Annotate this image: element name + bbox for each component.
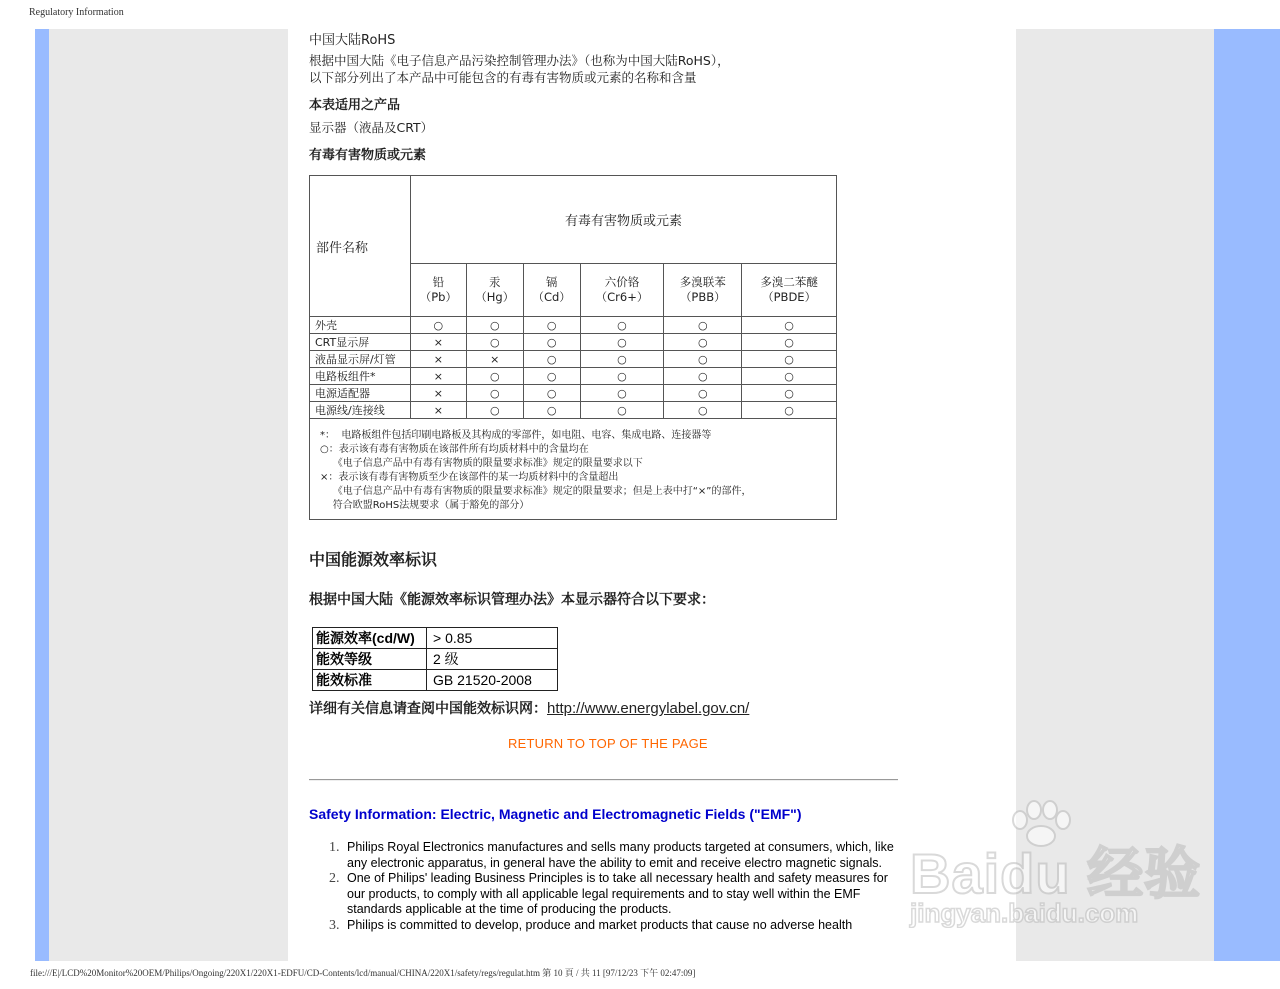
baidu-watermark [910, 800, 1210, 940]
substance-value-cell: ○ [523, 334, 580, 351]
substance-value-cell: ○ [523, 368, 580, 385]
part-name-cell: 液晶显示屏/灯管 [310, 351, 411, 368]
list-item-text: Philips Royal Electronics manufactures and sells many products targeted at consumers, which, like any electronic apparatus, in general have the ability to emit and receive electro magnetic signals. [347, 840, 894, 870]
watermark-brand: Baidu 经验 [910, 842, 1202, 905]
substance-value-cell: ○ [523, 351, 580, 368]
note-line: 《电子信息产品中有毒有害物质的限量要求标准》规定的限量要求；但是上表中打“×”的部件， [320, 486, 752, 497]
substance-symbol: （PBDE） [762, 289, 817, 304]
substance-value-cell: ○ [523, 317, 580, 334]
substance-group-header: 有毒有害物质或元素 [410, 176, 836, 264]
note-line: ○：表示该有毒有害物质在该部件所有均质材料中的含量均在 [320, 444, 589, 455]
energy-more-info-label: 详细有关信息请查阅中国能效标识网： [309, 701, 547, 717]
substance-value-cell: ○ [523, 385, 580, 402]
substance-value-cell: ○ [664, 334, 742, 351]
substance-value-cell: ○ [466, 317, 523, 334]
substance-name: 铅 [432, 274, 445, 289]
substance-value-cell: ○ [466, 334, 523, 351]
energy-description: 根据中国大陆《能源效率标识管理办法》本显示器符合以下要求： [309, 592, 715, 608]
applies-heading: 本表适用之产品 [309, 98, 401, 113]
rohs-intro-line1: 根据中国大陆《电子信息产品污染控制管理办法》（也称为中国大陆RoHS）， [309, 53, 730, 68]
rohs-title: 中国大陆RoHS [309, 33, 396, 48]
substance-value-cell: ○ [466, 368, 523, 385]
substance-value-cell: × [410, 385, 466, 402]
substance-value-cell: ○ [580, 368, 664, 385]
substance-value-cell: × [410, 351, 466, 368]
note-line: 符合欧盟RoHS法规要求（属于豁免的部分） [320, 500, 530, 511]
substance-value-cell: ○ [742, 385, 837, 402]
note-line: 《电子信息产品中有毒有害物质的限量要求标准》规定的限量要求以下 [320, 458, 643, 469]
rohs-substance-table [309, 175, 837, 520]
substance-value-cell: ○ [742, 334, 837, 351]
list-item [329, 840, 899, 871]
substance-value-cell: ○ [580, 385, 664, 402]
substance-symbol: （Hg） [475, 289, 515, 304]
substance-value-cell: ○ [523, 402, 580, 419]
part-name-header: 部件名称 [310, 176, 411, 317]
left-blue-stripe [35, 29, 49, 961]
substance-value-cell: ○ [410, 317, 466, 334]
rohs-notes [310, 419, 837, 520]
table-row [313, 628, 558, 649]
right-blue-stripe [1214, 29, 1280, 961]
energy-value-cell: > 0.85 [427, 628, 558, 649]
substance-column-header [523, 263, 580, 316]
substance-value-cell: ○ [742, 351, 837, 368]
substance-value-cell: × [410, 402, 466, 419]
energy-title: 中国能源效率标识 [309, 550, 438, 569]
substance-symbol: （Cd） [532, 289, 571, 304]
substance-value-cell: ○ [580, 402, 664, 419]
document-content [288, 29, 1016, 961]
substance-value-cell: × [410, 334, 466, 351]
list-item-text: One of Philips' leading Business Principles is to take all necessary health and safety measures for our products, to comply with all applicable legal requirements and to stay well within the EMF standards applicable at the time of producing the products. [347, 871, 888, 916]
list-item [329, 918, 899, 934]
substance-value-cell: ○ [742, 317, 837, 334]
energy-value-cell: 2 级 [427, 649, 558, 670]
substance-symbol: （Cr6+） [595, 289, 649, 304]
substance-name: 汞 [488, 274, 501, 289]
substance-name: 镉 [545, 274, 558, 289]
table-row [310, 385, 837, 402]
section-divider [309, 779, 898, 781]
substance-name: 六价铬 [604, 274, 640, 289]
substance-column-header [466, 263, 523, 316]
substances-heading: 有毒有害物质或元素 [309, 148, 427, 163]
page-title: Regulatory Information [29, 7, 124, 18]
substance-value-cell: ○ [580, 351, 664, 368]
list-item [329, 871, 899, 918]
energy-key-cell: 能效等级 [313, 649, 427, 670]
list-item-number: 1. [329, 840, 340, 855]
substance-name: 多溴联苯 [679, 274, 726, 289]
substance-value-cell: ○ [466, 385, 523, 402]
substance-value-cell: ○ [466, 402, 523, 419]
substance-value-cell: ○ [580, 317, 664, 334]
table-row [313, 670, 558, 691]
footer-file-path: file:///E|/LCD%20Monitor%20OEM/Philips/Ongoing/220X1/220X1-EDFU/CD-Contents/lcd/manual/CHINA/220X1/safety/regs/regulat.htm 第 10 頁 / 共 11 [97/12/23 下午 02:47:09] [30, 968, 696, 978]
return-to-top-link[interactable]: RETURN TO TOP OF THE PAGE [508, 736, 708, 751]
substance-value-cell: ○ [742, 368, 837, 385]
table-row [313, 649, 558, 670]
substance-value-cell: × [466, 351, 523, 368]
substance-value-cell: ○ [664, 402, 742, 419]
rohs-intro-line2: 以下部分列出了本产品中可能包含的有毒有害物质或元素的名称和含量 [309, 70, 697, 85]
substance-name: 多溴二苯醚 [760, 274, 818, 289]
table-row [310, 351, 837, 368]
safety-section-title: Safety Information: Electric, Magnetic and Electromagnetic Fields ("EMF") [309, 806, 802, 822]
substance-value-cell: ○ [664, 317, 742, 334]
substance-value-cell: ○ [664, 385, 742, 402]
note-line: *： 电路板组件包括印刷电路板及其构成的零部件，如电阻、电容、集成电路、连接器等 [320, 430, 712, 441]
substance-column-header [664, 263, 742, 316]
part-name-cell: CRT显示屏 [310, 334, 411, 351]
part-name-cell: 电源线/连接线 [310, 402, 411, 419]
energy-label-link[interactable]: http://www.energylabel.gov.cn/ [547, 700, 750, 717]
substance-column-header [580, 263, 664, 316]
part-name-cell: 电源适配器 [310, 385, 411, 402]
list-item-text: Philips is committed to develop, produce and market products that cause no adverse health [347, 917, 853, 932]
table-row [310, 317, 837, 334]
substance-column-header [410, 263, 466, 316]
left-gray-panel [49, 29, 288, 961]
watermark-domain: jingyan.baidu.com [910, 898, 1139, 928]
substance-value-cell: ○ [664, 368, 742, 385]
list-item-number: 3. [329, 917, 340, 933]
substance-symbol: （PBB） [679, 289, 726, 304]
applies-value: 显示器（液晶及CRT） [309, 120, 434, 135]
table-row [310, 402, 837, 419]
note-line: ×：表示该有毒有害物质至少在该部件的某一均质材料中的含量超出 [320, 472, 619, 483]
table-row [310, 368, 837, 385]
substance-value-cell: ○ [664, 351, 742, 368]
energy-more-info [309, 698, 749, 718]
substance-symbol: （Pb） [419, 289, 457, 304]
energy-key-cell: 能效标准 [313, 670, 427, 691]
energy-value-cell: GB 21520-2008 [427, 670, 558, 691]
energy-efficiency-table [312, 627, 558, 691]
part-name-cell: 外壳 [310, 317, 411, 334]
table-row [310, 334, 837, 351]
list-item-number: 2. [329, 871, 340, 886]
substance-value-cell: ○ [580, 334, 664, 351]
energy-key-cell: 能源效率(cd/W) [313, 628, 427, 649]
substance-column-header [742, 263, 837, 316]
safety-list [329, 840, 899, 933]
part-name-cell: 电路板组件* [310, 368, 411, 385]
substance-value-cell: × [410, 368, 466, 385]
substance-value-cell: ○ [742, 402, 837, 419]
